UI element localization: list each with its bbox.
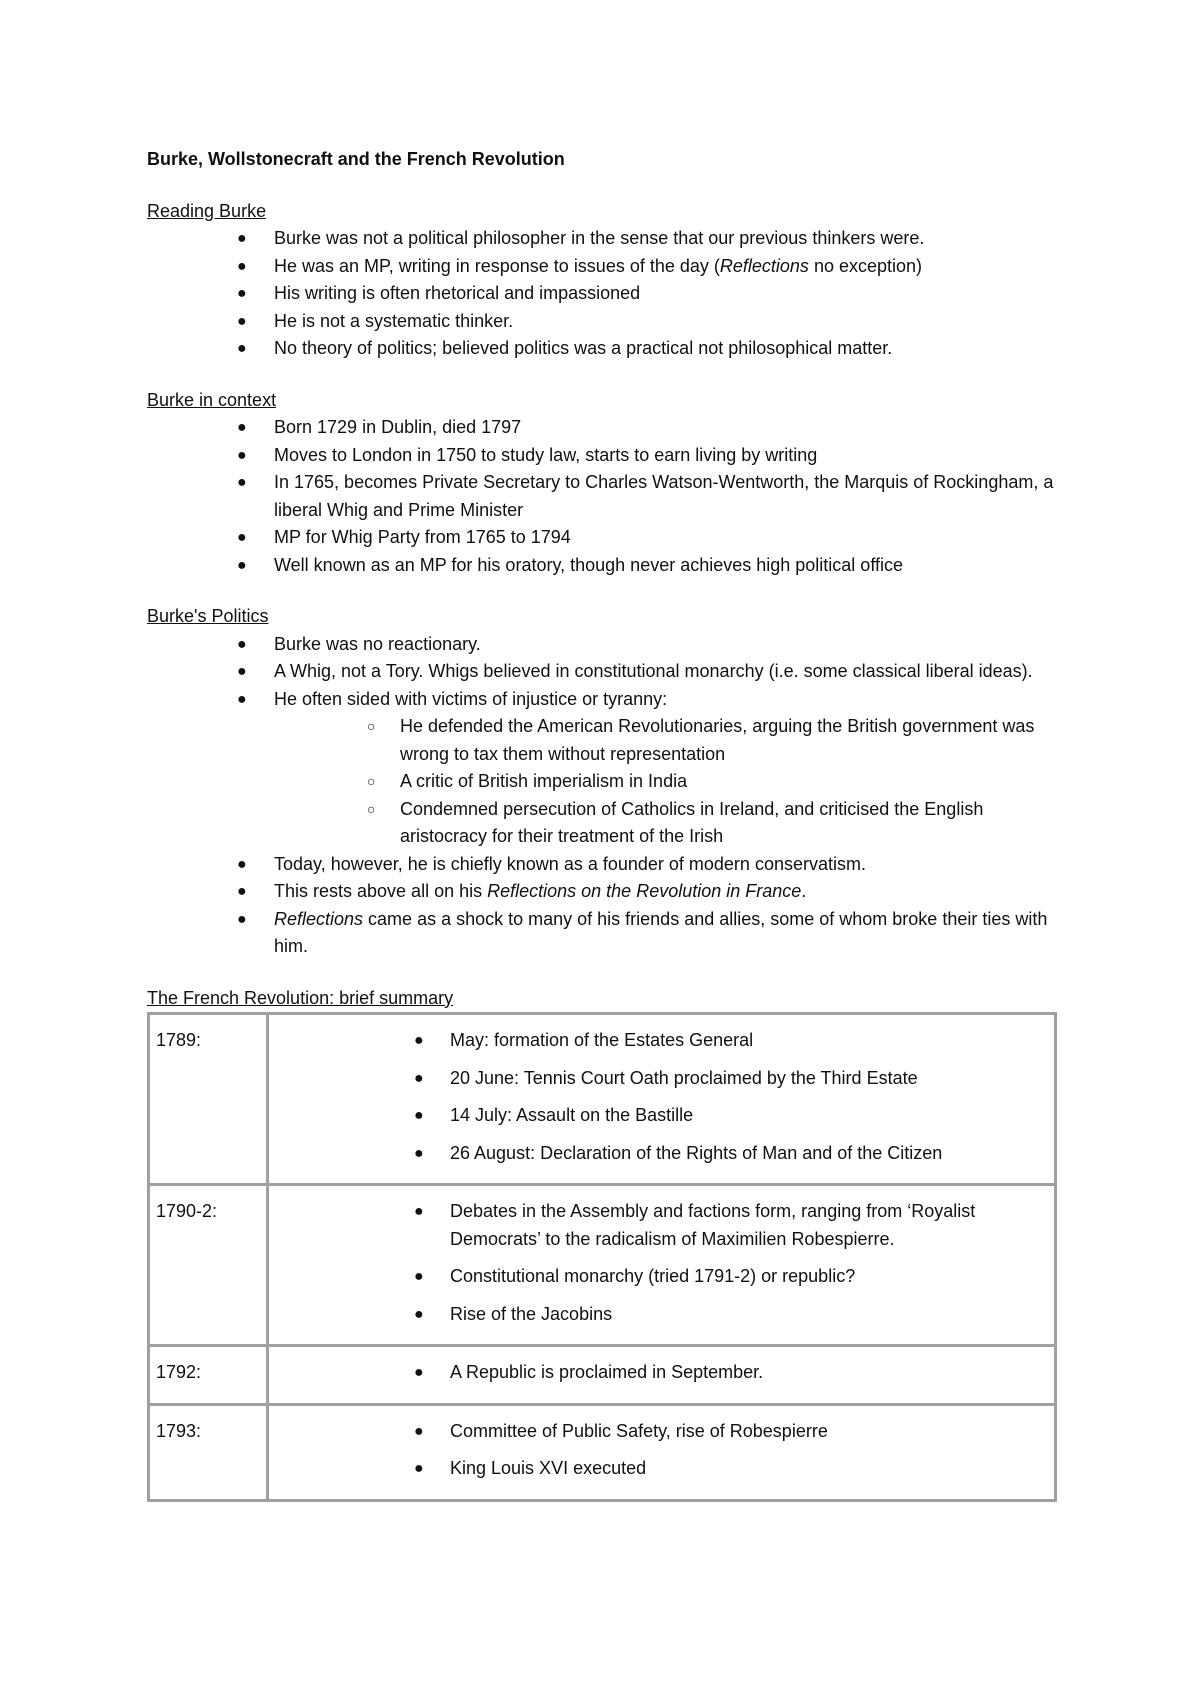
table-row [149, 1014, 1056, 1185]
bullet-icon: ● [237, 257, 247, 275]
bullet-list [147, 414, 1067, 579]
list-item: ● MP for Whig Party from 1765 to 1794 [147, 524, 1067, 552]
list-item: ● He is not a systematic thinker. [147, 308, 1067, 336]
sub-bullet-list [147, 713, 1067, 851]
sub-list-item: ○ A critic of British imperialism in India [147, 768, 1067, 796]
list-item: ● 20 June: Tennis Court Oath proclaimed by the Third Estate [269, 1065, 1054, 1093]
bullet-icon: ● [237, 340, 247, 357]
events-cell [268, 1404, 1056, 1500]
bullet-icon: ● [414, 1460, 424, 1477]
events-cell [268, 1346, 1056, 1405]
table-row [149, 1404, 1056, 1500]
bullet-icon: ● [237, 474, 247, 491]
list-item: ● A Whig, not a Tory. Whigs believed in constitutional monarchy (i.e. some classical liberal ideas). [147, 658, 1067, 686]
circle-bullet-icon: ○ [367, 718, 376, 734]
section-heading: Burke in context [147, 389, 277, 410]
bullet-icon: ● [237, 855, 247, 873]
list-item: ● King Louis XVI executed [269, 1455, 1054, 1483]
year-cell: 1789: [149, 1014, 268, 1185]
section-heading: Burke's Politics [147, 606, 269, 626]
list-item: ● Moves to London in 1750 to study law, starts to earn living by writing [147, 442, 1067, 470]
section-reading-burke [147, 198, 1067, 363]
list-item: ● Debates in the Assembly and factions form, ranging from ‘Royalist Democrats’ to the radicalism of Maximilien Robespierre. [269, 1198, 1054, 1253]
bullet-icon: ● [237, 690, 247, 708]
bullet-icon: ● [237, 883, 247, 900]
document-title: Burke, Wollstonecraft and the French Revolution [147, 149, 565, 169]
list-item: ● 26 August: Declaration of the Rights of Man and of the Citizen [269, 1140, 1054, 1168]
document-page [147, 146, 1067, 1502]
bullet-icon: ● [414, 1305, 424, 1323]
list-item: ● Born 1729 in Dublin, died 1797 [147, 414, 1067, 442]
bullet-icon: ● [237, 556, 247, 574]
list-item: ● In 1765, becomes Private Secretary to Charles Watson-Wentworth, the Marquis of Rockingham, a liberal Whig and Prime Minister [147, 469, 1067, 524]
list-item: ● Today, however, he is chiefly known as a founder of modern conservatism. [147, 851, 1067, 879]
year-cell: 1793: [149, 1404, 268, 1500]
list-item: ● Reflections came as a shock to many of his friends and allies, some of whom broke their ties with him. [147, 906, 1067, 961]
bullet-icon: ● [237, 419, 247, 436]
section-burke-in-context [147, 387, 1067, 580]
list-item: ● Committee of Public Safety, rise of Robespierre [269, 1418, 1054, 1446]
circle-bullet-icon: ○ [367, 773, 376, 789]
list-item: ● Burke was not a political philosopher in the sense that our previous thinkers were. [147, 225, 1067, 253]
list-item: ● Rise of the Jacobins [269, 1301, 1054, 1329]
year-cell: 1790-2: [149, 1185, 268, 1346]
bullet-icon: ● [237, 529, 247, 546]
bullet-list [147, 851, 1067, 961]
list-item: ● May: formation of the Estates General [269, 1027, 1054, 1055]
bullet-icon: ● [237, 663, 247, 680]
bullet-icon: ● [237, 910, 247, 928]
bullet-icon: ● [237, 230, 247, 247]
bullet-icon: ● [237, 285, 247, 302]
list-item: ● He often sided with victims of injustice or tyranny: [147, 686, 1067, 714]
table-row [149, 1346, 1056, 1405]
sub-list-item: ○ He defended the American Revolutionaries, arguing the British government was wrong to tax them without representation [147, 713, 1067, 768]
bullet-icon: ● [414, 1144, 424, 1162]
list-item: ● Well known as an MP for his oratory, though never achieves high political office [147, 552, 1067, 580]
bullet-list [147, 225, 1067, 363]
timeline-table [147, 1012, 1057, 1502]
events-cell [268, 1014, 1056, 1185]
bullet-icon: ● [414, 1364, 424, 1381]
list-item: ● No theory of politics; believed politics was a practical not philosophical matter. [147, 335, 1067, 363]
events-cell [268, 1185, 1056, 1346]
bullet-icon: ● [414, 1107, 424, 1124]
section-french-revolution [147, 985, 1067, 1502]
bullet-list [147, 631, 1067, 714]
section-heading: Reading Burke [147, 200, 267, 221]
bullet-icon: ● [414, 1032, 424, 1049]
bullet-icon: ● [237, 635, 247, 653]
section-burkes-politics [147, 603, 1067, 961]
table-row [149, 1185, 1056, 1346]
bullet-icon: ● [237, 312, 247, 330]
list-item: ● Burke was no reactionary. [147, 631, 1067, 659]
bullet-icon: ● [414, 1069, 424, 1087]
list-item: ● 14 July: Assault on the Bastille [269, 1102, 1054, 1130]
bullet-icon: ● [237, 446, 247, 464]
list-item: ● Constitutional monarchy (tried 1791-2) or republic? [269, 1263, 1054, 1291]
circle-bullet-icon: ○ [367, 800, 376, 817]
bullet-icon: ● [414, 1422, 424, 1440]
section-heading: The French Revolution: brief summary [147, 987, 454, 1008]
bullet-icon: ● [414, 1268, 424, 1285]
list-item: ● This rests above all on his Reflections on the Revolution in France. [147, 878, 1067, 906]
bullet-icon: ● [414, 1203, 424, 1220]
sub-list-item: ○ Condemned persecution of Catholics in Ireland, and criticised the English aristocracy for their treatment of the Irish [147, 796, 1067, 851]
list-item: ● He was an MP, writing in response to issues of the day (Reflections no exception) [147, 253, 1067, 281]
year-cell: 1792: [149, 1346, 268, 1405]
list-item: ● A Republic is proclaimed in September. [269, 1359, 1054, 1387]
list-item: ● His writing is often rhetorical and impassioned [147, 280, 1067, 308]
